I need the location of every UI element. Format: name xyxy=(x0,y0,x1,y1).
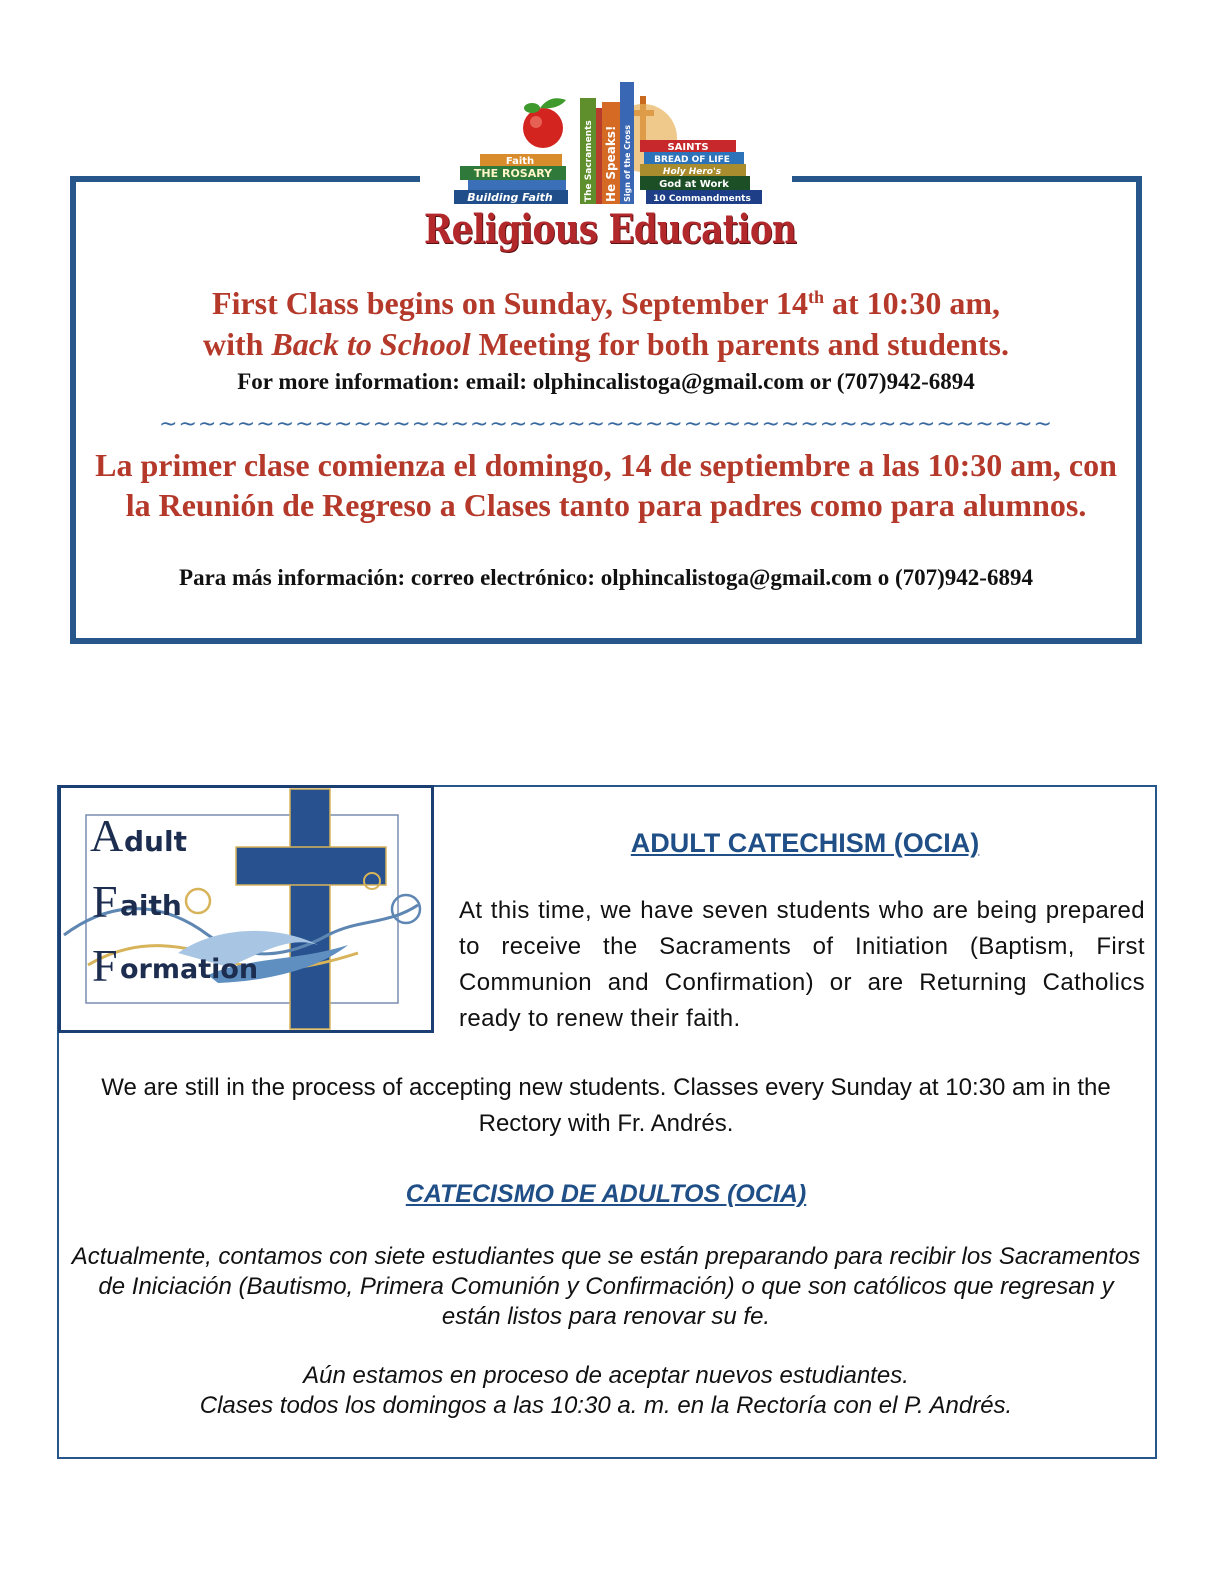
spanish-contact-info: Para más información: correo electrónico: olphincalistoga@gmail.com o (707)942-6894 xyxy=(179,565,1033,590)
aff-letter-f2: F xyxy=(92,940,118,991)
spine-god-at-work: God at Work xyxy=(659,179,729,190)
box-top-border-right xyxy=(792,176,1142,182)
catecismo-paragraph-2-line-2: Clases todos los domingos a las 10:30 a. m. en la Rectoría con el P. Andrés. xyxy=(199,1392,1013,1419)
adult-catechism-title: ADULT CATECHISM (OCIA) xyxy=(630,828,980,858)
catecismo-paragraph-2 xyxy=(66,1361,1146,1421)
spine-sacraments: The Sacraments xyxy=(584,120,594,202)
first-class-text: First Class begins on Sunday, September 14 xyxy=(212,285,808,321)
adult-faith-formation-logo xyxy=(58,785,434,1033)
meeting-text: Meeting for both parents and students. xyxy=(470,326,1009,362)
spine-rosary: THE ROSARY xyxy=(473,167,553,180)
back-to-school-emphasis: Back to School xyxy=(271,326,471,362)
spine-building-faith: Building Faith xyxy=(467,191,553,204)
with-text: with xyxy=(203,326,272,362)
adult-catechism-paragraph-2: We are still in the process of accepting new students. Classes every Sunday at 10:30 am in the Rectory with Fr. Andrés. xyxy=(101,1074,1111,1137)
spine-10-commandments: 10 Commandments xyxy=(653,194,751,204)
spine-he-speaks: He Speaks! xyxy=(604,125,618,202)
catecismo-paragraph-2-line-1: Aún estamos en proceso de aceptar nuevos estudiantes. xyxy=(303,1362,909,1389)
catecismo-title: CATECISMO DE ADULTOS (OCIA) xyxy=(405,1180,807,1208)
aff-word-formation: ormation xyxy=(120,954,259,985)
religious-education-title: Religious Education xyxy=(423,206,797,253)
aff-letter-a: A xyxy=(90,810,124,861)
spanish-announcement: La primer clase comienza el domingo, 14 de septiembre a las 10:30 am, con la Reunión de Regreso a Clases tanto para padres como para alumnos. xyxy=(95,447,1117,523)
spine-bread-of-life: BREAD OF LIFE xyxy=(654,155,730,165)
aff-word-adult: dult xyxy=(124,825,187,858)
adult-catechism-paragraph-1: At this time, we have seven students who are being prepared to receive the Sacraments of Initiation (Baptism, First Communion and Confirmation) or are Returning Catholics ready to renew their faith. xyxy=(459,897,1145,1032)
tilde-separator: ~~~~~~~~~~~~~~~~~~~~~~~~~~~~~~~~~~~~~~~~~~~~~~ xyxy=(159,412,1053,437)
aff-letter-f1: F xyxy=(92,876,118,927)
ordinal-suffix: th xyxy=(807,287,824,307)
spine-faith: Faith xyxy=(505,156,535,167)
first-class-line xyxy=(70,285,1142,322)
english-contact-info: For more information: email: olphincalistoga@gmail.com or (707)942-6894 xyxy=(237,369,975,394)
back-to-school-line xyxy=(70,326,1142,363)
catecismo-paragraph-1: Actualmente, contamos con siete estudiantes que se están preparando para recibir los Sacramentos de Iniciación (Bautismo, Primera Comunión y Confirmación) o que son católicos que regresan y están listos para renovar su fe. xyxy=(71,1243,1141,1330)
spine-holy-heros: Holy Hero's xyxy=(662,167,722,177)
spine-sign-of-cross: Sign of the Cross xyxy=(623,124,632,202)
first-class-time: at 10:30 am, xyxy=(824,285,1000,321)
aff-word-faith: aith xyxy=(120,889,182,922)
box-top-border-left xyxy=(70,176,420,182)
books-apple-logo xyxy=(440,78,780,208)
spine-saints: SAINTS xyxy=(667,142,709,153)
